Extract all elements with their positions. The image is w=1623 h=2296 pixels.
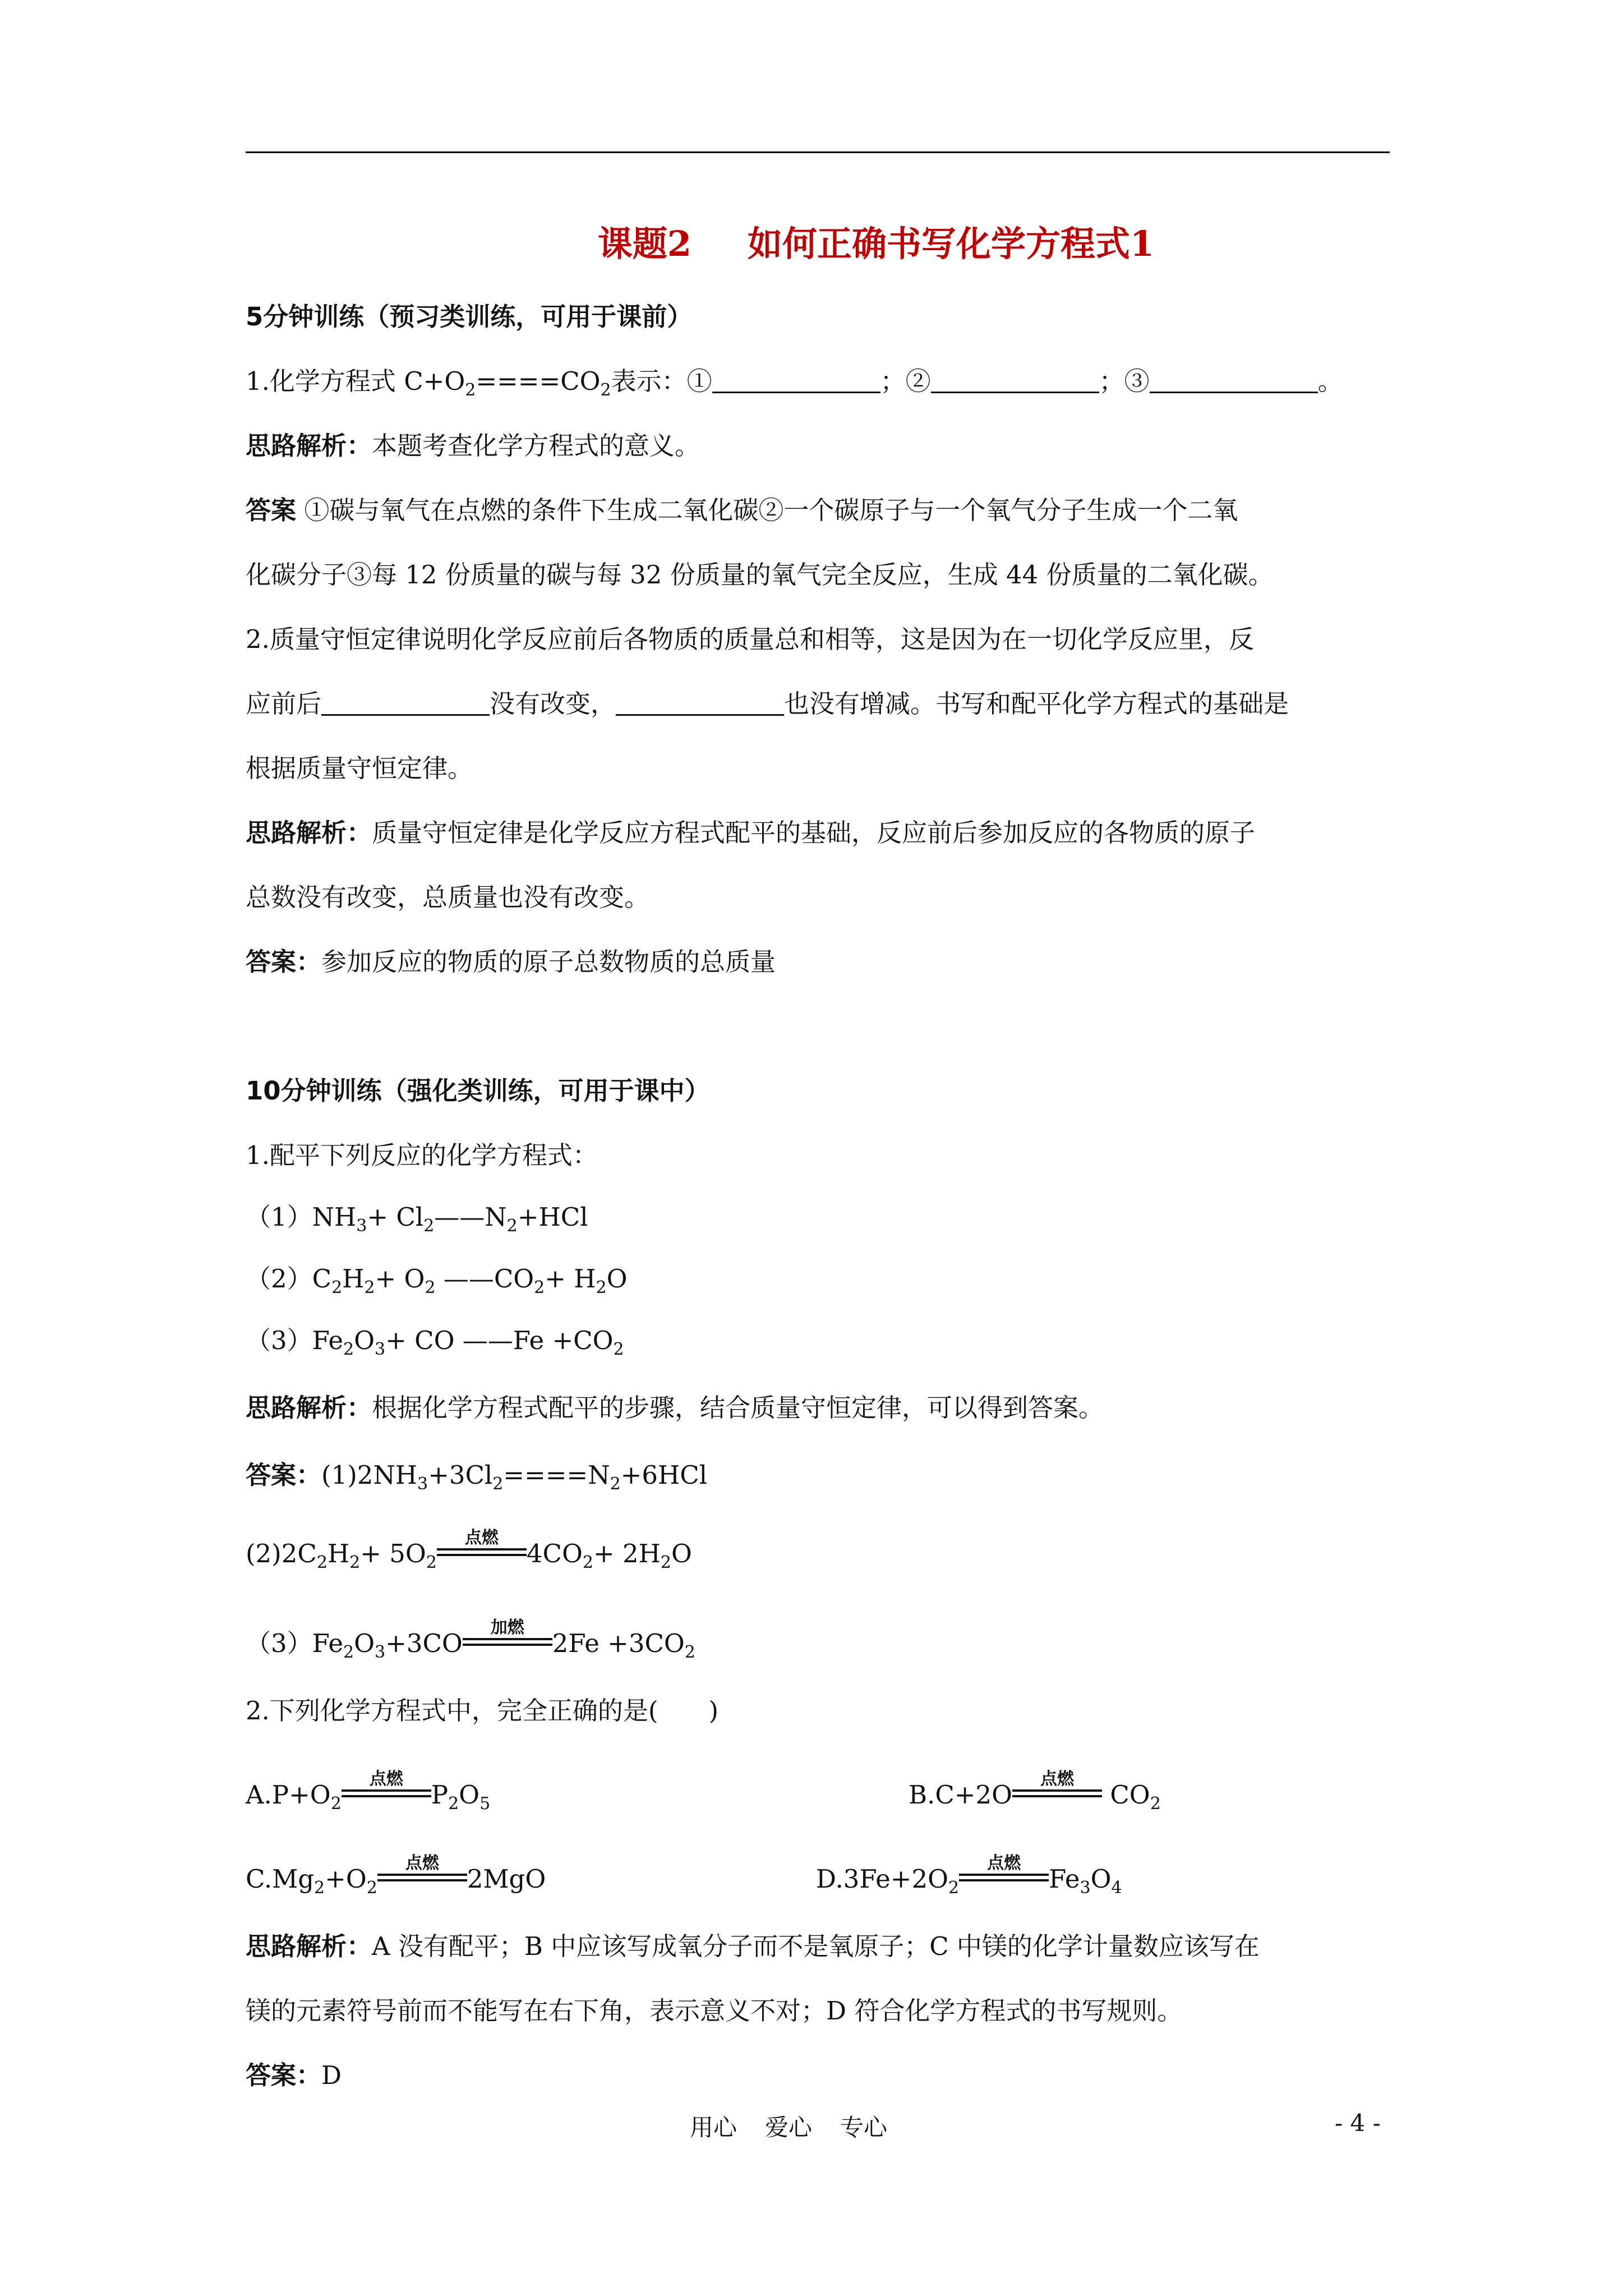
s2-q2-answer: 答案：D — [246, 2060, 342, 2090]
reaction-arrow: 点燃 — [1012, 1778, 1102, 1812]
q1-analysis: 思路解析：本题考查化学方程式的意义。 — [246, 431, 700, 461]
equation-2: $(2)C_2H_2+ O_2$ $——CO_2+ H_2O$ — [246, 1264, 628, 1297]
q1-answer-line2: 化碳分子③每 12 份质量的碳与每 32 份质量的氧气完全反应，生成 44 份质量的二氧化碳。 — [246, 560, 1274, 590]
s2-answer-2: $(2)2C_2H_2+ 5O_2$ 点燃 $4CO_2+ 2H_2O$ — [246, 1528, 692, 1572]
option-b[interactable]: B.C+2O 点燃 $CO_2$ — [909, 1769, 1161, 1814]
question-2-line1: 2.质量守恒定律说明化学反应前后各物质的质量总和相等，这是因为在一切化学反应里，反 — [246, 624, 1254, 654]
question-2-line3: 根据质量守恒定律。 — [246, 753, 473, 783]
page-number: - 4 - — [1335, 2109, 1381, 2137]
s2-answer-1: 答案：$(1)2NH_3+3Cl_2====N_2+6HCl$ — [246, 1460, 708, 1494]
s2-analysis: 思路解析：根据化学方程式配平的步骤，结合质量守恒定律，可以得到答案。 — [246, 1393, 1104, 1423]
footer-motto: 用心 爱心 专心 — [690, 2114, 888, 2141]
question-1: 1.化学方程式 $C+O_2====CO_2$表示：① ；② ；③ 。 — [246, 366, 1343, 400]
equation-3: $(3)Fe_2O_3+$ CO ——Fe $+CO_2$ — [246, 1326, 624, 1359]
option-d[interactable]: $D.3Fe+2O_2$ 点燃 $Fe_3O_4$ — [816, 1853, 1122, 1898]
s2-q2-analysis-line2: 镁的元素符号前而不能写在右下角，表示意义不对；D 符合化学方程式的书写规则。 — [246, 1996, 1183, 2026]
reaction-arrow: 点燃 — [959, 1862, 1049, 1896]
reaction-arrow: 点燃 — [437, 1537, 527, 1571]
page-title: 课题2 如何正确书写化学方程式1 — [597, 223, 1155, 264]
s2-question-1: 1.配平下列反应的化学方程式： — [246, 1140, 598, 1170]
s2-question-2: 2.下列化学方程式中，完全正确的是( ) — [246, 1696, 719, 1726]
header-rule — [246, 151, 1390, 153]
reaction-arrow: 点燃 — [377, 1862, 467, 1896]
option-a[interactable]: $A.P+O_2$ 点燃 $P_2O_5$ — [246, 1769, 491, 1814]
equation-1: $(1)NH_3+$ $Cl_2——N_2+HCl$ — [246, 1202, 588, 1236]
option-c[interactable]: $C.Mg_2+O_2$ 点燃 2MgO — [246, 1853, 546, 1898]
blank-4[interactable] — [321, 692, 490, 716]
s2-q2-analysis-line1: 思路解析：A 没有配平；B 中应该写成氧分子而不是氧原子；C 中镁的化学计量数应该写在 — [246, 1931, 1260, 1961]
q2-analysis-line1: 思路解析：质量守恒定律是化学反应方程式配平的基础，反应前后参加反应的各物质的原子 — [246, 818, 1256, 848]
section-heading-10min: 10分钟训练（强化类训练，可用于课中） — [246, 1076, 710, 1106]
blank-2[interactable] — [931, 369, 1099, 393]
reaction-arrow: 加燃 — [463, 1627, 552, 1660]
question-2-line2: 应前后 没有改变， 也没有增减。书写和配平化学方程式的基础是 — [246, 689, 1289, 719]
q1-answer-line1: 答案 ①碳与氧气在点燃的条件下生成二氧化碳②一个碳原子与一个氧气分子生成一个二氧 — [246, 495, 1238, 525]
section-heading-5min: 5分钟训练（预习类训练，可用于课前） — [246, 302, 693, 332]
blank-3[interactable] — [1150, 369, 1318, 393]
s2-answer-3: $(3)Fe_2O_3+3CO$ 加燃 $2Fe +3CO_2$ — [246, 1618, 695, 1662]
q2-analysis-line2: 总数没有改变，总质量也没有改变。 — [246, 882, 650, 912]
blank-5[interactable] — [616, 692, 784, 716]
reaction-arrow: 点燃 — [342, 1778, 431, 1812]
blank-1[interactable] — [712, 369, 880, 393]
q2-answer: 答案：参加反应的物质的原子总数物质的总质量 — [246, 947, 776, 977]
